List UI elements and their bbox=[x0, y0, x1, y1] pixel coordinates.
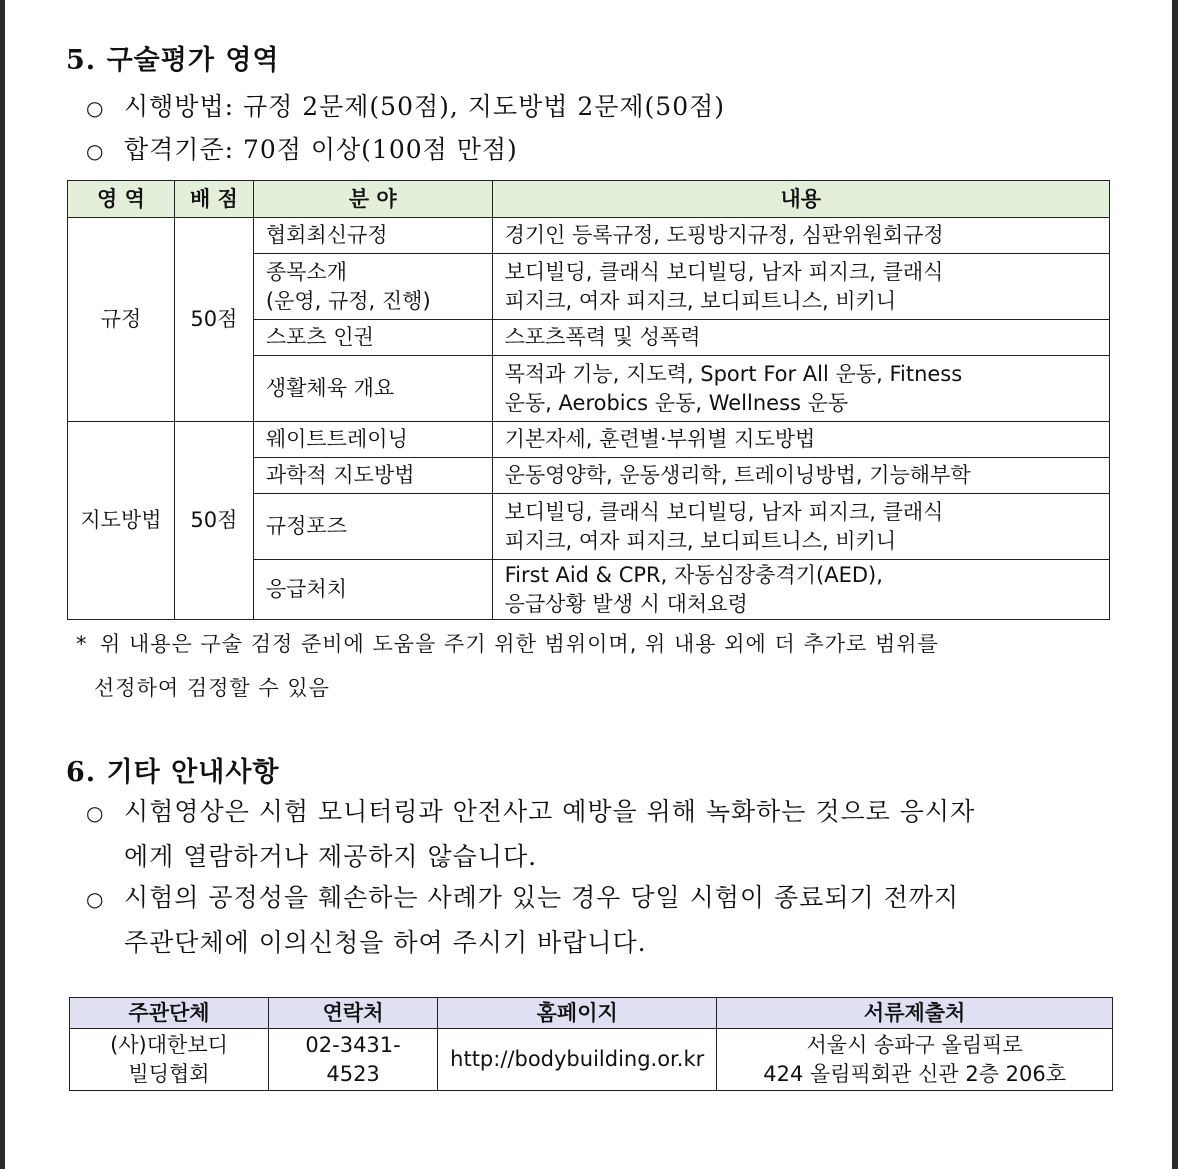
table-row bbox=[70, 1029, 1113, 1091]
field-text: 생활체육 개요 bbox=[265, 376, 395, 400]
field-text: 규정포즈 bbox=[265, 514, 348, 538]
bullet-text: 에게 열람하거나 제공하지 않습니다. bbox=[124, 842, 538, 871]
field-text: (운영, 규정, 진행) bbox=[265, 288, 431, 313]
header-content: 내용 bbox=[492, 181, 1109, 218]
header-contact: 연락처 bbox=[268, 998, 437, 1029]
content-text: 운동, Aerobics 운동, Wellness 운동 bbox=[504, 390, 849, 415]
bullet-text: 합격기준: 70점 이상(100점 만점) bbox=[124, 135, 518, 164]
note-line: 선정하여 검정할 수 있음 bbox=[94, 676, 330, 700]
content-text: 목적과 기능, 지도력, Sport For All 운동, Fitness bbox=[504, 361, 963, 386]
organizer-text: 빌딩협회 bbox=[128, 1061, 210, 1086]
right-edge-bar bbox=[1172, 0, 1178, 1169]
header-submission: 서류제출처 bbox=[717, 998, 1113, 1029]
address-text: 서울시 송파구 올림픽로 bbox=[806, 1032, 1023, 1057]
content-text: 피지크, 여자 피지크, 보디피트니스, 비키니 bbox=[504, 528, 897, 553]
note-line: 위 내용은 구술 검정 준비에 도움을 주기 위한 범위이며, 위 내용 외에 더 추가로 범위를 bbox=[100, 632, 939, 656]
field-cell bbox=[253, 218, 492, 254]
header-field: 분 야 bbox=[253, 181, 492, 218]
content-cell bbox=[492, 422, 1109, 458]
content-cell bbox=[492, 458, 1109, 494]
content-text: 피지크, 여자 피지크, 보디피트니스, 비키니 bbox=[504, 288, 897, 313]
address-text: 424 올림픽회관 신관 2층 206호 bbox=[763, 1061, 1067, 1086]
area-cell: 지도방법 bbox=[68, 422, 175, 620]
table-row bbox=[68, 422, 1110, 458]
bullet-text: 주관단체에 이의신청을 하여 주시기 바랍니다. bbox=[124, 928, 647, 957]
field-cell bbox=[253, 356, 492, 422]
field-cell bbox=[253, 422, 492, 458]
content-cell bbox=[492, 356, 1109, 422]
field-cell bbox=[253, 458, 492, 494]
table-header-row bbox=[68, 181, 1110, 218]
section5-title: 5. 구술평가 영역 bbox=[66, 45, 280, 76]
bullet-text: 시험영상은 시험 모니터링과 안전사고 예방을 위해 녹화하는 것으로 응시자 bbox=[124, 797, 976, 826]
section5-bullet bbox=[86, 128, 518, 173]
bullet-text: 시험의 공정성을 훼손하는 사례가 있는 경우 당일 시험이 종료되기 전까지 bbox=[124, 883, 960, 912]
content-cell bbox=[492, 320, 1109, 356]
evaluation-table bbox=[67, 180, 1110, 620]
section6-bullet bbox=[86, 876, 959, 964]
section6-bullet bbox=[86, 790, 975, 878]
field-cell bbox=[253, 494, 492, 560]
field-cell bbox=[253, 560, 492, 620]
content-text: 보디빌딩, 클래식 보디빌딩, 남자 피지크, 클래식 bbox=[504, 499, 944, 524]
bullet-text: 시행방법: 규정 2문제(50점), 지도방법 2문제(50점) bbox=[124, 92, 726, 121]
content-text: 운동영양학, 운동생리학, 트레이닝방법, 기능해부학 bbox=[504, 463, 971, 487]
bullet-mark: ○ bbox=[86, 96, 105, 120]
table-row bbox=[68, 218, 1110, 254]
header-organizer: 주관단체 bbox=[70, 998, 269, 1029]
content-text: 보디빌딩, 클래식 보디빌딩, 남자 피지크, 클래식 bbox=[504, 259, 944, 284]
content-cell bbox=[492, 218, 1109, 254]
bullet-mark: ○ bbox=[86, 887, 105, 911]
header-score: 배 점 bbox=[174, 181, 253, 218]
content-cell bbox=[492, 254, 1109, 320]
field-text: 협회최신규정 bbox=[265, 223, 388, 247]
bullet-mark: ○ bbox=[86, 801, 105, 825]
content-text: 기본자세, 훈련별·부위별 지도방법 bbox=[504, 427, 816, 451]
content-cell bbox=[492, 560, 1109, 620]
content-text: 응급상황 발생 시 대처요령 bbox=[504, 591, 748, 616]
organizer-text: (사)대한보디 bbox=[110, 1032, 228, 1057]
section6-title: 6. 기타 안내사항 bbox=[66, 757, 280, 788]
field-text: 응급처치 bbox=[265, 577, 348, 601]
homepage-link[interactable]: http://bodybuilding.or.kr bbox=[438, 1029, 717, 1091]
field-text: 과학적 지도방법 bbox=[265, 463, 415, 487]
header-area: 영 역 bbox=[68, 181, 175, 218]
field-text: 스포츠 인권 bbox=[265, 325, 374, 349]
table-note bbox=[76, 622, 1126, 710]
score-cell: 50점 bbox=[174, 422, 253, 620]
bullet-mark: ○ bbox=[86, 139, 105, 163]
field-text: 종목소개 bbox=[265, 259, 348, 284]
left-edge-bar bbox=[0, 0, 5, 1169]
address-cell bbox=[717, 1029, 1113, 1091]
organizer-cell bbox=[70, 1029, 269, 1091]
phone-cell: 02-3431-4523 bbox=[268, 1029, 437, 1091]
note-mark: * bbox=[76, 632, 88, 656]
field-cell bbox=[253, 320, 492, 356]
content-text: 경기인 등록규정, 도핑방지규정, 심판위원회규정 bbox=[504, 223, 944, 247]
field-cell bbox=[253, 254, 492, 320]
content-text: 스포츠폭력 및 성폭력 bbox=[504, 325, 701, 349]
section5-bullet bbox=[86, 85, 725, 130]
field-text: 웨이트트레이닝 bbox=[265, 427, 408, 451]
header-homepage: 홈페이지 bbox=[438, 998, 717, 1029]
area-cell: 규정 bbox=[68, 218, 175, 422]
contact-table bbox=[69, 997, 1113, 1091]
table-header-row bbox=[70, 998, 1113, 1029]
score-cell: 50점 bbox=[174, 218, 253, 422]
content-text: First Aid & CPR, 자동심장충격기(AED), bbox=[504, 562, 883, 587]
content-cell bbox=[492, 494, 1109, 560]
